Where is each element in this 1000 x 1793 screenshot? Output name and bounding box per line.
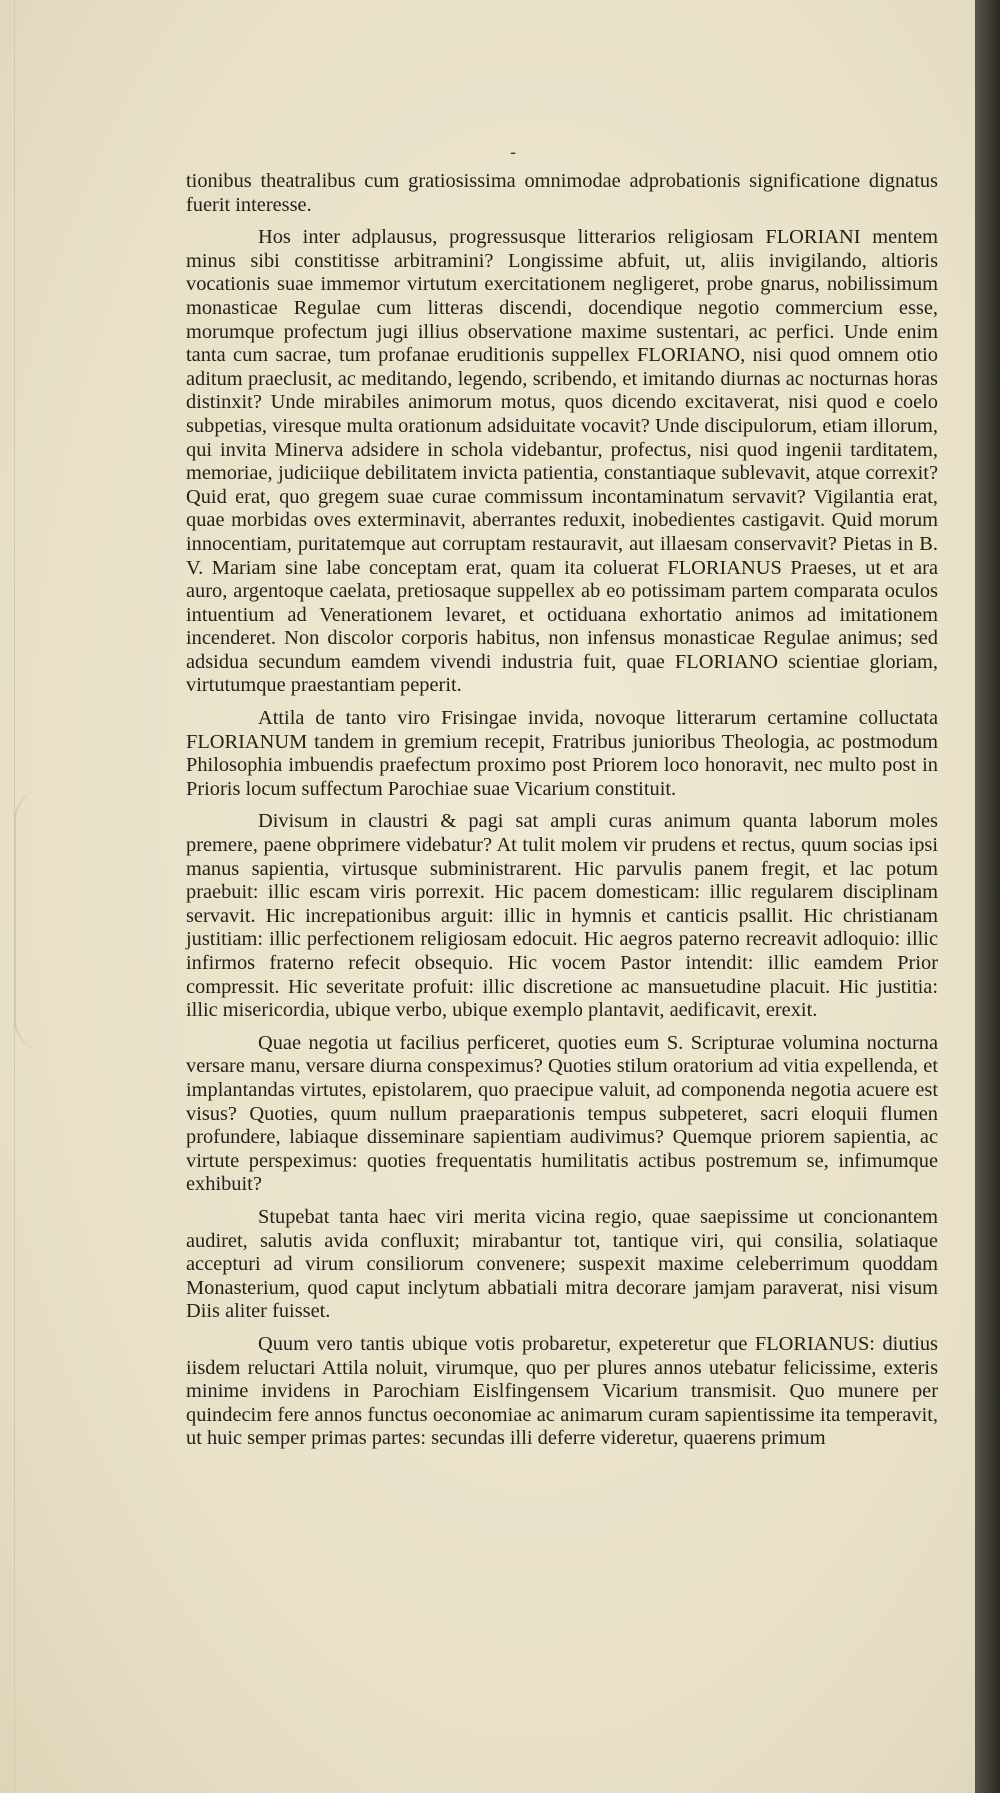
paragraph-5: Quae negotia ut facilius perficeret, quoties eum S. Scripturae volumina nocturna versare manu, versare diurna conspeximus? Quoties stilum oratorium ad vitia expellenda, et implantandas virtutes, epistolarem, quo praecipue valuit, ad componenda negotia acuere est visus? Quoties, quum nullum praeparationis tempus subpeteret, sacri eloquii flumen profundere, labiaque disseminare sapientiam audivimus? Quemque priorem sapientia, ac virtute perspeximus: quoties frequentatis humilitatis actibus postremum se, infimumque exhibuit? <box>186 1031 938 1196</box>
paragraph-3: Attila de tanto viro Frisingae invida, novoque litterarum certamine colluctata FLORIANUM tandem in gremium recepit, Fratribus junioribus Theologia, ac postmodum Philosophia imbuendis praefectum proximo post Priorem loco honoravit, nec multo post in Prioris locum suffectum Parochiae suae Vicarium constituit. <box>186 707 938 800</box>
paragraph-2: Hos inter adplausus, progressusque litterarios religiosam FLORIANI mentem minus sibi constitisse arbitramini? Longissime abfuit, ut, aliis invigilando, altioris vocationis suae immemor virtutum exercitationem negligeret, probe gnarus, nobilissimum monasticae Regulae cum litteras discendi, docendique negotio commercium esse, morumque profectum jugi illius observatione maxime sustentari, ac perfici. Unde enim tanta cum sacrae, tum profanae eruditionis suppellex FLORIANO, nisi quod omnem otio aditum praeclusit, ac meditando, legendo, scribendo, et imitando diurnas ac nocturnas horas distinxit? Unde mirabiles animorum motus, quos dicendo excitaverat, nisi quod e coelo subpetias, viresque multa orationum adsiduitate vocavit? Unde discipulorum, etiam illorum, qui invita Minerva adsidere in schola videbantur, profectus, nisi quod ingenii tarditatem, memoriae, judiciique debilitatem invicta patientia, constantiaque sublevavit, atque correxit? Quid erat, quo gregem suae curae commissum incontaminatum servavit? Vigilantia erat, quae morbidas oves exterminavit, aberrantes reduxit, inobedientes castigavit. Quid morum innocentiam, puritatemque aut corruptam restauravit, aut illaesam conservavit? Pietas in B. V. Mariam sine labe conceptam erat, quam ita coluerat FLORIANUS Praeses, ut et ara auro, argentoque caelata, pretiosaque suppellex ab eo potissimam partem comparata oculos intuentium ad Venerationem levaret, et octiduana exhortatio animos ad imitationem incenderet. Non discolor corporis habitus, non infensus monasticae Regulae animus; sed adsidua secundum eamdem vivendi industria fuit, quae FLORIANO scientiae gloriam, virtutumque praestantiam peperit. <box>186 226 938 697</box>
page-mark: - <box>510 142 517 163</box>
paragraph-6: Stupebat tanta haec viri merita vicina regio, quae saepissime ut concionantem audiret, salutis avida confluxit; mirabantur tot, tantique viri, qui consilia, solatiaque accepturi ad virum consiliorum convenere; suspexit maxime celeberrimum quoddam Monasterium, quod caput inclytum abbatiali mitra decorare jamjam paraverat, nisi visum Diis aliter fuisset. <box>186 1205 938 1323</box>
page-fold-mark <box>14 790 44 1050</box>
body-text <box>186 170 938 1460</box>
paragraph-4: Divisum in claustri & pagi sat ampli curas animum quanta laborum moles premere, paene obprimere videbatur? At tulit molem vir prudens et rectus, quum socias ipsi manus sapientia, virtusque subministrarent. Hic parvulis panem fregit, et lac potum praebuit: illic escam viris porrexit. Hic pacem domesticam: illic regularem disciplinam servavit. Hic increpationibus arguit: illic in hymnis et canticis psallit. Hic christianam justitiam: illic perfectionem religiosam edocuit. Hic aegros paterno recreavit adloquio: illic infirmos fraterno refecit obsequio. Hic vocem Pastor intendit: illic eamdem Prior compressit. Hic severitate profuit: illic discretione ac mansuetudine placuit. Hic justitia: illic misericordia, ubique verbo, ubique exemplo plantavit, aedificavit, erexit. <box>186 810 938 1022</box>
paragraph-7: Quum vero tantis ubique votis probaretur, expeteretur que FLORIANUS: diutius iisdem reluctari Attila noluit, virumque, quo per plures annos utebatur felicissime, exteris minime invidens in Parochiam Eislfingensem Vicarium transmisit. Quo munere per quindecim fere annos functus oeconomiae ac animarum curam sapientissime ita temperavit, ut huic semper primas partes: secundas illi deferre videretur, quaerens primum <box>186 1332 938 1450</box>
scan-background-edge <box>975 0 1000 1793</box>
paragraph-1: tionibus theatralibus cum gratiosissima omnimodae adprobationis significatione dignatus fuerit interesse. <box>186 170 938 216</box>
